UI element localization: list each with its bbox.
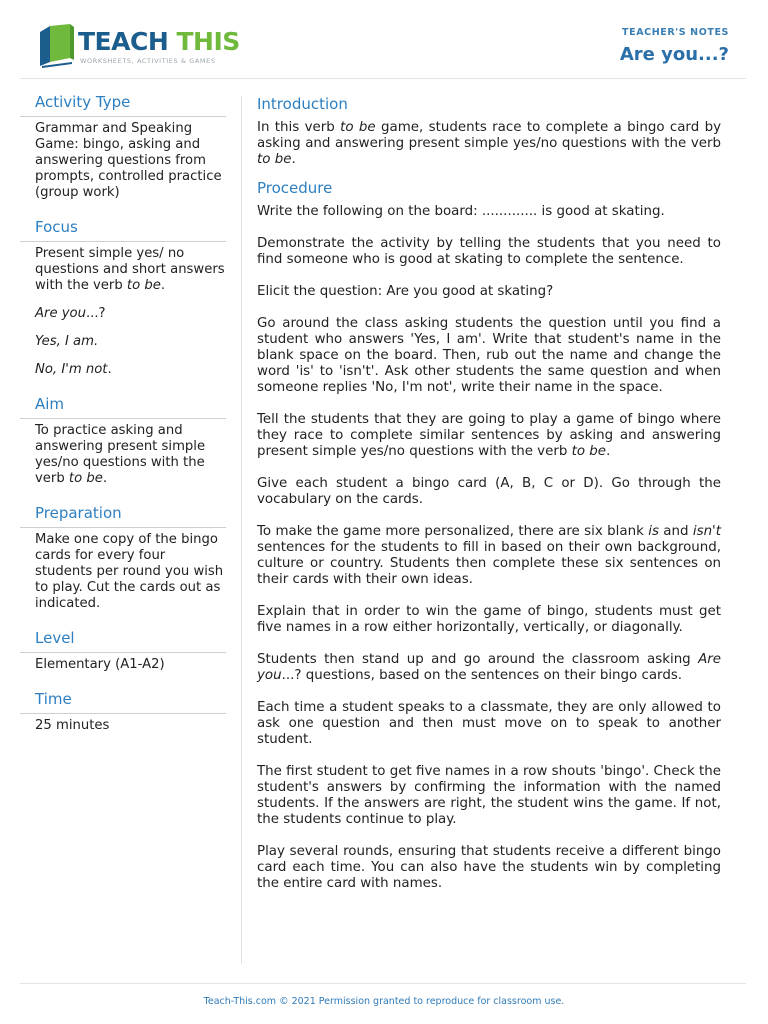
- section-body: [20, 242, 226, 378]
- level-text: Elementary (A1-A2): [35, 657, 165, 672]
- procedure-step: Play several rounds, ensuring that students receive a different bingo card each time. You can also have the students win by completing the entire card with names.: [257, 844, 721, 891]
- activity-type-section: [20, 92, 226, 201]
- brand-word-this: THIS: [176, 27, 240, 56]
- introduction-heading: Introduction: [257, 95, 348, 113]
- book-logo-icon: [36, 22, 76, 68]
- time-text: 25 minutes: [35, 718, 110, 733]
- introduction-text: In this verb to be game, students race to complete a bingo card by asking and answering present simple yes/no questions with the verb to be.: [257, 120, 721, 167]
- section-heading: Aim: [20, 394, 226, 419]
- procedure-step: Each time a student speaks to a classmate, they are only allowed to ask one question and then must move on to speak to another student.: [257, 700, 721, 747]
- section-heading: Activity Type: [20, 92, 226, 117]
- activity-type-text: Grammar and Speaking Game: bingo, asking and answering questions from prompts, controlled practice (group work): [35, 121, 222, 200]
- focus-section: [20, 217, 226, 378]
- footer-divider: [20, 983, 746, 984]
- brand-tagline: WORKSHEETS, ACTIVITIES & GAMES: [80, 57, 216, 65]
- focus-example-yes: Yes, I am.: [35, 334, 99, 349]
- footer-copyright[interactable]: Teach-This.com © 2021 Permission granted to reproduce for classroom use.: [203, 996, 565, 1007]
- procedure-step: The first student to get five names in a row shouts 'bingo'. Check the student's answers by confirming the information with the named students. If the answers are right, the student wins the game. If not, the students continue to play.: [257, 764, 721, 827]
- brand-name: [78, 28, 240, 56]
- aim-section: [20, 394, 226, 487]
- teachers-notes-label: TEACHER'S NOTES: [622, 27, 729, 38]
- page-header: [0, 0, 768, 80]
- procedure-step: To make the game more personalized, there are six blank is and isn't sentences for the students to fill in based on their own background, culture or country. Students then complete these six sentences on their cards with their own ideas.: [257, 524, 721, 587]
- main-content: [257, 94, 721, 908]
- teach-this-logo[interactable]: [36, 22, 240, 70]
- time-section: [20, 689, 226, 734]
- section-body: [20, 528, 226, 612]
- brand-word-teach: TEACH: [78, 27, 169, 56]
- section-body: [20, 653, 226, 673]
- focus-text: Present simple yes/ no questions and short answers with the verb to be.: [35, 246, 225, 293]
- preparation-text: Make one copy of the bingo cards for every four students per round you wish to play. Cut the cards out as indicated.: [35, 532, 224, 611]
- procedure-step: Go around the class asking students the question until you find a student who answers 'Yes, I am'. Write that student's name in the blank space on the board. Then, rub out the name and change the word 'is' to 'isn't'. Ask other students the same question and when someone replies 'No, I'm not', write their name in the space.: [257, 316, 721, 395]
- procedure-step: Students then stand up and go around the classroom asking Are you...? questions, based on the sentences on their bingo cards.: [257, 652, 721, 683]
- column-divider: [241, 96, 242, 964]
- aim-text: To practice asking and answering present simple yes/no questions with the verb to be.: [35, 423, 206, 486]
- procedure-heading: Procedure: [257, 179, 333, 197]
- procedure-step: Give each student a bingo card (A, B, C or D). Go through the vocabulary on the cards.: [257, 476, 721, 507]
- focus-example-no: No, I'm not.: [35, 362, 112, 377]
- level-section: [20, 628, 226, 673]
- section-body: [20, 714, 226, 734]
- procedure-step: Write the following on the board: ............. is good at skating.: [257, 204, 665, 219]
- section-body: [20, 117, 226, 201]
- sidebar: [20, 92, 226, 750]
- procedure-step: Tell the students that they are going to play a game of bingo where they race to complete similar sentences by asking and answering present simple yes/no questions with the verb to be.: [257, 412, 721, 459]
- procedure-step: Demonstrate the activity by telling the students that you need to find someone who is good at skating to complete the sentence.: [257, 236, 721, 267]
- preparation-section: [20, 503, 226, 612]
- procedure-step: Elicit the question: Are you good at skating?: [257, 284, 554, 299]
- header-divider: [20, 78, 746, 79]
- page-title: Are you...?: [619, 44, 729, 65]
- section-heading: Focus: [20, 217, 226, 242]
- procedure-step: Explain that in order to win the game of bingo, students must get five names in a row either horizontally, vertically, or diagonally.: [257, 604, 721, 635]
- focus-example-question: Are you...?: [35, 306, 106, 321]
- section-heading: Preparation: [20, 503, 226, 528]
- section-heading: Level: [20, 628, 226, 653]
- section-body: [20, 419, 226, 487]
- section-heading: Time: [20, 689, 226, 714]
